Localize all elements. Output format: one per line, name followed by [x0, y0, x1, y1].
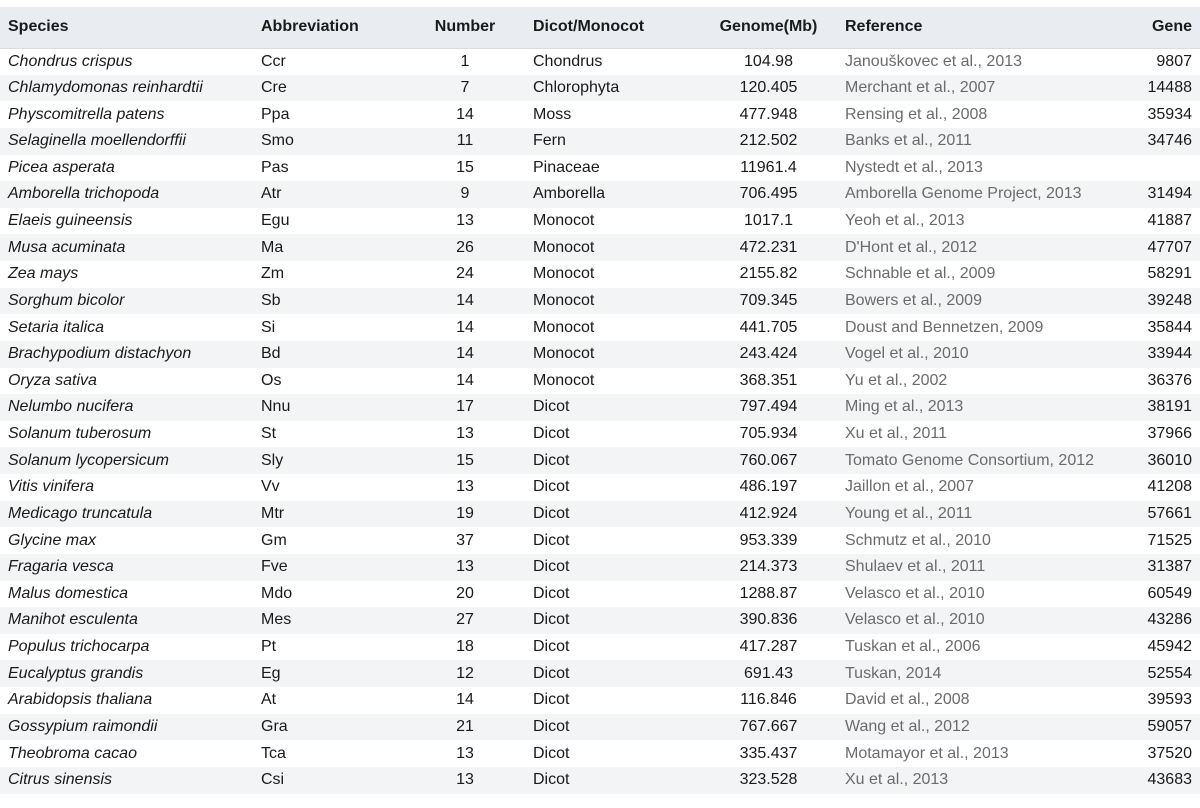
cell-number: 11 — [456, 132, 474, 150]
cell-abbreviation: Mtr — [261, 504, 285, 522]
cell-number: 26 — [456, 238, 474, 256]
cell-dicot-monocot: Chlorophyta — [533, 78, 620, 96]
species-genome-table — [0, 7, 1200, 794]
cell-species: Zea mays — [8, 265, 79, 283]
cell-gene: 39593 — [1147, 691, 1192, 709]
cell-abbreviation: Mdo — [261, 584, 293, 602]
cell-number: 13 — [456, 212, 474, 230]
cell-reference: D'Hont et al., 2012 — [845, 238, 978, 256]
cell-number: 18 — [456, 638, 474, 656]
cell-species: Eucalyptus grandis — [8, 664, 144, 682]
table-header-row — [0, 7, 1200, 48]
table-row — [0, 767, 1200, 794]
cell-dicot-monocot: Monocot — [533, 371, 595, 389]
cell-number: 13 — [456, 558, 474, 576]
cell-reference: Ming et al., 2013 — [845, 398, 964, 416]
cell-abbreviation: Cre — [261, 78, 287, 96]
cell-dicot-monocot: Moss — [533, 105, 572, 123]
cell-genome: 486.197 — [739, 478, 798, 496]
cell-number: 15 — [456, 158, 474, 176]
cell-number: 27 — [456, 611, 474, 629]
cell-genome: 11961.4 — [740, 158, 797, 176]
cell-gene: 71525 — [1147, 531, 1192, 549]
cell-genome: 691.43 — [744, 664, 793, 682]
cell-number: 14 — [456, 105, 474, 123]
cell-abbreviation: Eg — [261, 664, 281, 682]
cell-dicot-monocot: Dicot — [533, 638, 570, 656]
cell-gene: 47707 — [1147, 238, 1192, 256]
cell-species: Populus trichocarpa — [8, 638, 150, 656]
cell-gene: 52554 — [1147, 664, 1192, 682]
table-row — [0, 581, 1200, 608]
table-row — [0, 447, 1200, 474]
cell-gene: 31387 — [1147, 558, 1192, 576]
cell-abbreviation: Pt — [261, 638, 277, 656]
cell-genome: 335.437 — [739, 744, 798, 762]
cell-genome: 1288.87 — [739, 584, 798, 602]
cell-species: Setaria italica — [8, 318, 105, 336]
cell-abbreviation: St — [261, 425, 277, 443]
cell-abbreviation: Pas — [261, 158, 289, 176]
cell-species: Medicago truncatula — [8, 504, 153, 522]
table-row — [0, 740, 1200, 767]
cell-genome: 412.924 — [739, 504, 798, 522]
cell-reference: Yu et al., 2002 — [845, 371, 948, 389]
table-row — [0, 660, 1200, 687]
cell-genome: 120.405 — [739, 78, 798, 96]
cell-species: Vitis vinifera — [8, 478, 94, 496]
cell-genome: 390.836 — [739, 611, 798, 629]
table-body — [0, 48, 1200, 794]
table-row — [0, 368, 1200, 395]
cell-abbreviation: Egu — [261, 212, 290, 230]
table-row — [0, 181, 1200, 208]
cell-reference: Doust and Bennetzen, 2009 — [845, 318, 1044, 336]
cell-dicot-monocot: Dicot — [533, 771, 570, 789]
cell-number: 21 — [456, 717, 474, 735]
table-row — [0, 314, 1200, 341]
cell-number: 14 — [456, 371, 474, 389]
cell-abbreviation: At — [261, 691, 277, 709]
cell-genome: 477.948 — [739, 105, 798, 123]
cell-species: Solanum tuberosum — [8, 425, 152, 443]
cell-species: Gossypium raimondii — [8, 717, 158, 735]
cell-species: Sorghum bicolor — [8, 291, 125, 309]
cell-number: 12 — [456, 664, 474, 682]
table-row — [0, 527, 1200, 554]
cell-reference: Nystedt et al., 2013 — [845, 158, 983, 176]
cell-dicot-monocot: Dicot — [533, 744, 570, 762]
cell-reference: Motamayor et al., 2013 — [845, 744, 1009, 762]
cell-dicot-monocot: Monocot — [533, 345, 595, 363]
cell-dicot-monocot: Fern — [533, 132, 566, 150]
cell-species: Picea asperata — [8, 158, 115, 176]
cell-dicot-monocot: Dicot — [533, 611, 570, 629]
cell-abbreviation: Sb — [261, 291, 281, 309]
cell-abbreviation: Smo — [261, 132, 294, 150]
cell-reference: Merchant et al., 2007 — [845, 78, 996, 96]
cell-number: 9 — [460, 185, 470, 203]
cell-abbreviation: Atr — [261, 185, 282, 203]
table-row — [0, 421, 1200, 448]
cell-number: 17 — [456, 398, 474, 416]
cell-abbreviation: Zm — [261, 265, 285, 283]
cell-gene: 43286 — [1147, 611, 1192, 629]
table-row — [0, 155, 1200, 182]
header-abbreviation: Abbreviation — [253, 7, 405, 48]
cell-species: Glycine max — [8, 531, 97, 549]
cell-reference: Jaillon et al., 2007 — [845, 478, 974, 496]
cell-dicot-monocot: Monocot — [533, 318, 595, 336]
cell-number: 20 — [456, 584, 474, 602]
cell-abbreviation: Csi — [261, 771, 285, 789]
cell-species: Theobroma cacao — [8, 744, 137, 762]
cell-dicot-monocot: Pinaceae — [533, 158, 600, 176]
cell-genome: 368.351 — [739, 371, 798, 389]
cell-dicot-monocot: Dicot — [533, 451, 570, 469]
cell-number: 13 — [456, 478, 474, 496]
cell-genome: 104.98 — [744, 52, 793, 70]
cell-genome: 706.495 — [739, 185, 798, 203]
cell-reference: Young et al., 2011 — [845, 504, 973, 522]
cell-genome: 441.705 — [739, 318, 798, 336]
cell-gene: 59057 — [1147, 717, 1192, 735]
cell-gene: 31494 — [1147, 185, 1192, 203]
header-genome: Genome(Mb) — [692, 7, 845, 48]
cell-abbreviation: Fve — [261, 558, 288, 576]
cell-genome: 212.502 — [739, 132, 798, 150]
cell-genome: 2155.82 — [739, 265, 798, 283]
cell-number: 13 — [456, 771, 474, 789]
cell-number: 15 — [456, 451, 474, 469]
cell-abbreviation: Ma — [261, 238, 284, 256]
cell-number: 37 — [456, 531, 474, 549]
cell-reference: Xu et al., 2011 — [845, 425, 947, 443]
cell-gene: 41887 — [1147, 212, 1192, 230]
cell-reference: Wang et al., 2012 — [845, 717, 970, 735]
cell-number: 14 — [456, 318, 474, 336]
table-row — [0, 474, 1200, 501]
cell-number: 19 — [456, 504, 474, 522]
cell-genome: 323.528 — [739, 771, 798, 789]
cell-reference: Schmutz et al., 2010 — [845, 531, 991, 549]
cell-species: Brachypodium distachyon — [8, 345, 192, 363]
cell-genome: 705.934 — [739, 425, 798, 443]
cell-genome: 417.287 — [739, 638, 798, 656]
cell-dicot-monocot: Monocot — [533, 291, 595, 309]
cell-dicot-monocot: Dicot — [533, 531, 570, 549]
cell-genome: 243.424 — [739, 345, 798, 363]
cell-species: Solanum lycopersicum — [8, 451, 169, 469]
cell-gene: 36376 — [1147, 371, 1192, 389]
table-row — [0, 341, 1200, 368]
cell-gene: 58291 — [1147, 265, 1192, 283]
cell-gene: 45942 — [1147, 638, 1192, 656]
cell-dicot-monocot: Dicot — [533, 504, 570, 522]
cell-genome: 797.494 — [739, 398, 798, 416]
cell-abbreviation: Os — [261, 371, 282, 389]
cell-reference: Janouškovec et al., 2013 — [845, 52, 1023, 70]
cell-dicot-monocot: Dicot — [533, 584, 570, 602]
cell-species: Physcomitrella patens — [8, 105, 165, 123]
table-row — [0, 288, 1200, 315]
cell-gene: 37966 — [1147, 425, 1192, 443]
cell-abbreviation: Ccr — [261, 52, 286, 70]
cell-dicot-monocot: Dicot — [533, 425, 570, 443]
cell-abbreviation: Vv — [261, 478, 280, 496]
table-row — [0, 501, 1200, 528]
cell-reference: Xu et al., 2013 — [845, 771, 949, 789]
header-number: Number — [405, 7, 525, 48]
cell-reference: Bowers et al., 2009 — [845, 291, 982, 309]
cell-reference: Yeoh et al., 2013 — [845, 212, 965, 230]
table-row — [0, 261, 1200, 288]
cell-gene — [1122, 155, 1200, 182]
cell-genome: 953.339 — [739, 531, 798, 549]
cell-species: Nelumbo nucifera — [8, 398, 134, 416]
cell-dicot-monocot: Chondrus — [533, 52, 603, 70]
cell-number: 13 — [456, 425, 474, 443]
table-row — [0, 634, 1200, 661]
cell-reference: Amborella Genome Project, 2013 — [845, 185, 1082, 203]
table-row — [0, 714, 1200, 741]
table-row — [0, 208, 1200, 235]
cell-genome: 760.067 — [739, 451, 798, 469]
cell-dicot-monocot: Dicot — [533, 691, 570, 709]
cell-genome: 709.345 — [739, 291, 798, 309]
cell-dicot-monocot: Monocot — [533, 238, 595, 256]
table-row — [0, 128, 1200, 155]
cell-reference: Schnable et al., 2009 — [845, 265, 996, 283]
cell-reference: Velasco et al., 2010 — [845, 584, 985, 602]
cell-gene: 35844 — [1147, 318, 1192, 336]
cell-reference: Tomato Genome Consortium, 2012 — [845, 451, 1095, 469]
cell-species: Malus domestica — [8, 584, 129, 602]
cell-gene: 41208 — [1147, 478, 1192, 496]
cell-abbreviation: Nnu — [261, 398, 291, 416]
cell-species: Elaeis guineensis — [8, 212, 133, 230]
table-row — [0, 394, 1200, 421]
cell-gene: 38191 — [1147, 398, 1192, 416]
cell-abbreviation: Si — [261, 318, 276, 336]
cell-gene: 39248 — [1147, 291, 1192, 309]
cell-species: Musa acuminata — [8, 238, 126, 256]
cell-species: Chlamydomonas reinhardtii — [8, 78, 203, 96]
cell-dicot-monocot: Dicot — [533, 478, 570, 496]
header-reference: Reference — [845, 7, 1122, 48]
table-row — [0, 48, 1200, 75]
cell-species: Fragaria vesca — [8, 558, 114, 576]
header-gene: Gene — [1122, 7, 1200, 48]
cell-number: 1 — [460, 52, 470, 70]
cell-abbreviation: Mes — [261, 611, 292, 629]
cell-abbreviation: Bd — [261, 345, 281, 363]
cell-gene: 9807 — [1156, 52, 1192, 70]
cell-reference: Velasco et al., 2010 — [845, 611, 985, 629]
cell-species: Amborella trichopoda — [8, 185, 160, 203]
header-species: Species — [0, 7, 253, 48]
cell-genome: 116.846 — [740, 691, 797, 709]
table-row — [0, 687, 1200, 714]
cell-reference: David et al., 2008 — [845, 691, 970, 709]
cell-genome: 214.373 — [739, 558, 798, 576]
cell-number: 14 — [456, 691, 474, 709]
cell-abbreviation: Gm — [261, 531, 287, 549]
cell-dicot-monocot: Amborella — [533, 185, 606, 203]
table-row — [0, 75, 1200, 102]
cell-reference: Banks et al., 2011 — [845, 132, 972, 150]
cell-species: Citrus sinensis — [8, 771, 113, 789]
cell-species: Manihot esculenta — [8, 611, 138, 629]
cell-gene: 35934 — [1147, 105, 1192, 123]
cell-dicot-monocot: Monocot — [533, 265, 595, 283]
cell-species: Oryza sativa — [8, 371, 97, 389]
cell-reference: Tuskan, 2014 — [845, 664, 942, 682]
cell-dicot-monocot: Dicot — [533, 398, 570, 416]
cell-species: Arabidopsis thaliana — [8, 691, 153, 709]
cell-species: Chondrus crispus — [8, 52, 133, 70]
cell-reference: Tuskan et al., 2006 — [845, 638, 981, 656]
cell-dicot-monocot: Dicot — [533, 717, 570, 735]
table-row — [0, 554, 1200, 581]
cell-gene: 34746 — [1147, 132, 1192, 150]
table-row — [0, 607, 1200, 634]
table-row — [0, 234, 1200, 261]
cell-gene: 36010 — [1147, 451, 1192, 469]
cell-gene: 37520 — [1147, 744, 1192, 762]
cell-number: 14 — [456, 345, 474, 363]
cell-abbreviation: Ppa — [261, 105, 290, 123]
cell-reference: Vogel et al., 2010 — [845, 345, 969, 363]
cell-genome: 1017.1 — [744, 212, 793, 230]
cell-dicot-monocot: Dicot — [533, 558, 570, 576]
cell-number: 14 — [456, 291, 474, 309]
cell-number: 13 — [456, 744, 474, 762]
cell-gene: 33944 — [1147, 345, 1192, 363]
cell-number: 7 — [460, 78, 470, 96]
cell-abbreviation: Tca — [261, 744, 286, 762]
cell-abbreviation: Gra — [261, 717, 288, 735]
cell-genome: 767.667 — [739, 717, 798, 735]
cell-dicot-monocot: Dicot — [533, 664, 570, 682]
cell-reference: Shulaev et al., 2011 — [845, 558, 986, 576]
cell-dicot-monocot: Monocot — [533, 212, 595, 230]
cell-gene: 57661 — [1147, 504, 1192, 522]
table-row — [0, 101, 1200, 128]
cell-abbreviation: Sly — [261, 451, 284, 469]
cell-reference: Rensing et al., 2008 — [845, 105, 988, 123]
cell-gene: 43683 — [1147, 771, 1192, 789]
cell-species: Selaginella moellendorffii — [8, 132, 186, 150]
header-dicot-monocot: Dicot/Monocot — [525, 7, 692, 48]
cell-number: 24 — [456, 265, 474, 283]
cell-gene: 14488 — [1147, 78, 1192, 96]
cell-genome: 472.231 — [739, 238, 798, 256]
cell-gene: 60549 — [1147, 584, 1192, 602]
